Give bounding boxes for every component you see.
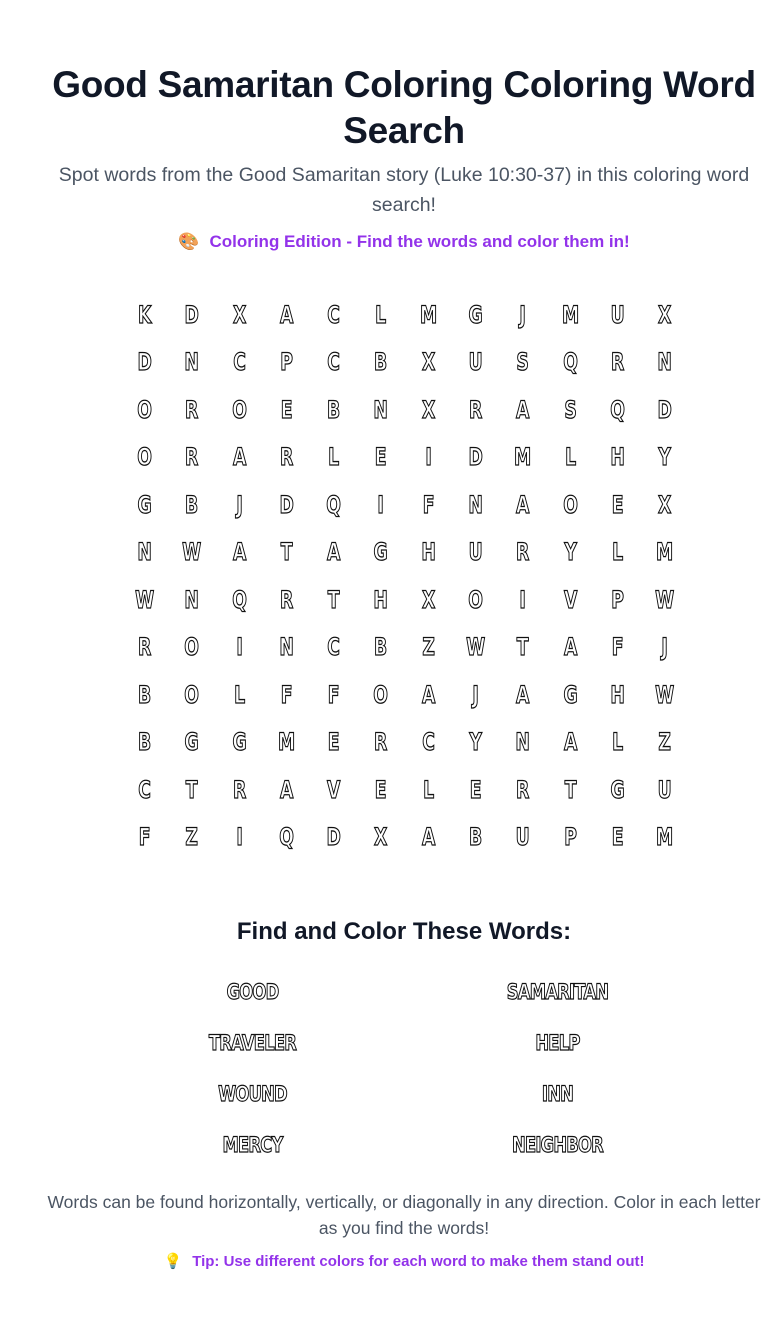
grid-cell[interactable]: M [656, 823, 674, 852]
grid-cell[interactable]: T [564, 775, 577, 804]
grid-cell[interactable]: N [515, 728, 531, 757]
grid-cell[interactable]: W [135, 585, 155, 614]
grid-cell[interactable]: E [375, 443, 388, 472]
grid-cell[interactable]: V [563, 585, 578, 614]
grid-cell[interactable]: W [182, 538, 202, 567]
grid-cell[interactable]: P [563, 823, 577, 852]
grid-cell[interactable]: D [137, 348, 152, 377]
grid-cell[interactable]: R [374, 728, 388, 757]
grid-cell[interactable]: M [419, 300, 438, 329]
grid-cell[interactable]: D [326, 823, 342, 852]
word-list-item: SAMARITAN [506, 980, 609, 1004]
grid-cell[interactable]: A [563, 728, 578, 757]
grid-cell[interactable]: T [327, 585, 340, 614]
word-list-item: MERCY [222, 1133, 283, 1157]
grid-cell[interactable]: E [611, 823, 624, 852]
grid-cell[interactable]: A [232, 443, 246, 472]
grid-cell[interactable]: R [137, 633, 152, 662]
grid-cell[interactable]: H [610, 680, 625, 709]
word-list-title: Find and Color These Words: [236, 918, 572, 945]
grid-cell[interactable]: M [656, 538, 674, 567]
word-list-item: TRAVELER [208, 1031, 297, 1055]
grid-cell[interactable]: X [421, 585, 436, 614]
grid-cell[interactable]: G [374, 538, 389, 567]
grid-cell[interactable]: L [375, 300, 387, 329]
grid-cell[interactable]: D [468, 443, 483, 472]
edition-label: Coloring Edition - Find the words and color them in! [209, 232, 630, 251]
grid-cell[interactable]: A [232, 538, 246, 567]
grid-cell[interactable]: Y [564, 538, 577, 567]
grid-cell[interactable]: N [137, 538, 152, 567]
grid-cell[interactable]: B [185, 490, 199, 519]
grid-cell[interactable]: E [327, 728, 340, 757]
grid-cell[interactable]: N [373, 395, 389, 424]
grid-cell[interactable]: Z [185, 823, 199, 852]
grid-cell[interactable]: L [564, 443, 576, 472]
grid-cell[interactable]: E [375, 775, 388, 804]
grid-cell[interactable]: H [610, 443, 625, 472]
grid-cell[interactable]: O [137, 443, 152, 472]
grid-cell[interactable]: F [422, 490, 435, 519]
grid-cell[interactable]: A [421, 823, 436, 852]
grid-cell[interactable]: G [232, 728, 247, 757]
grid-cell[interactable]: T [186, 775, 198, 804]
grid-cell[interactable]: X [374, 823, 388, 852]
grid-cell[interactable]: D [657, 395, 673, 424]
grid-cell[interactable]: O [184, 633, 200, 662]
grid-cell[interactable]: R [185, 395, 199, 424]
grid-cell[interactable]: G [137, 490, 152, 519]
grid-cell[interactable]: N [184, 348, 200, 377]
grid-cell[interactable]: F [611, 633, 624, 662]
grid-cell[interactable]: N [279, 633, 294, 662]
grid-cell[interactable]: U [515, 823, 531, 852]
grid-cell[interactable]: L [233, 680, 245, 709]
grid-cell[interactable]: O [231, 395, 247, 424]
grid-cell[interactable]: X [421, 348, 436, 377]
grid-cell[interactable]: S [516, 348, 530, 377]
grid-cell[interactable]: A [563, 633, 578, 662]
grid-cell[interactable]: P [280, 348, 293, 377]
grid-cell[interactable]: R [279, 585, 294, 614]
grid-cell[interactable]: G [468, 300, 483, 329]
letter-grid [121, 291, 689, 861]
grid-cell[interactable]: B [374, 348, 388, 377]
grid-cell[interactable]: E [280, 395, 293, 424]
grid-cell[interactable]: R [516, 775, 530, 804]
grid-cell[interactable]: O [184, 680, 200, 709]
grid-cell[interactable]: G [184, 728, 200, 757]
grid-cell[interactable]: F [327, 680, 340, 709]
grid-cell[interactable]: A [516, 395, 530, 424]
grid-cell[interactable]: M [277, 728, 296, 757]
grid-cell[interactable]: Q [279, 823, 294, 852]
grid-cell[interactable]: O [468, 585, 484, 614]
grid-cell[interactable]: C [232, 348, 246, 377]
page-subtitle: Spot words from the Good Samaritan story (Luke 10:30-37) in this coloring word search! [58, 164, 750, 216]
grid-cell[interactable]: H [373, 585, 389, 614]
grid-cell[interactable]: O [373, 680, 389, 709]
word-list-item: HELP [535, 1031, 580, 1055]
word-list-item: NEIGHBOR [512, 1133, 603, 1157]
grid-cell[interactable]: J [236, 490, 243, 519]
grid-cell[interactable]: R [610, 348, 625, 377]
grid-cell[interactable]: V [327, 775, 341, 804]
grid-cell[interactable]: G [610, 775, 625, 804]
grid-cell[interactable]: I [519, 585, 527, 614]
grid-cell[interactable]: U [468, 348, 483, 377]
grid-cell[interactable]: I [425, 443, 432, 472]
grid-cell[interactable]: C [138, 775, 151, 804]
grid-cell[interactable]: C [327, 300, 341, 329]
grid-cell[interactable]: M [514, 443, 532, 472]
grid-cell[interactable]: A [327, 538, 341, 567]
grid-cell[interactable]: U [468, 538, 483, 567]
palette-icon: 🎨 [178, 232, 200, 251]
grid-cell[interactable]: X [658, 300, 672, 329]
grid-cell[interactable]: S [564, 395, 577, 424]
grid-cell[interactable]: L [422, 775, 434, 804]
grid-cell[interactable]: L [328, 443, 340, 472]
grid-cell[interactable]: F [280, 680, 293, 709]
grid-cell[interactable]: R [469, 395, 483, 424]
grid-cell[interactable]: A [279, 775, 294, 804]
grid-cell[interactable]: Z [422, 633, 435, 662]
page-title: Good Samaritan Coloring Coloring Word Search [52, 64, 756, 151]
grid-cell[interactable]: W [655, 680, 675, 709]
grid-cell[interactable]: A [516, 490, 530, 519]
grid-cell[interactable]: H [421, 538, 436, 567]
edition-banner [40, 230, 768, 254]
grid-cell[interactable]: I [236, 823, 243, 852]
grid-cell[interactable]: O [562, 490, 578, 519]
grid-cell[interactable]: W [655, 585, 675, 614]
tip-text: Tip: Use different colors for each word to make them stand out! [192, 1253, 645, 1270]
grid-cell[interactable]: L [612, 538, 624, 567]
grid-cell[interactable]: D [184, 300, 200, 329]
grid-cell[interactable]: I [377, 490, 385, 519]
grid-cell[interactable]: D [279, 490, 294, 519]
grid-cell[interactable]: A [421, 680, 436, 709]
grid-cell[interactable]: R [516, 538, 530, 567]
grid-cell[interactable]: B [469, 823, 483, 852]
tip-banner [40, 1251, 768, 1273]
grid-cell[interactable]: X [232, 300, 246, 329]
grid-cell[interactable]: Q [326, 490, 342, 519]
grid-cell[interactable]: Y [658, 443, 672, 472]
grid-cell[interactable]: B [327, 395, 341, 424]
grid-cell[interactable]: O [137, 395, 152, 424]
grid-cell[interactable]: C [422, 728, 435, 757]
grid-cell[interactable]: J [472, 680, 479, 709]
grid-cell[interactable]: B [138, 680, 152, 709]
grid-cell[interactable]: Q [562, 348, 578, 377]
grid-cell[interactable]: J [661, 633, 669, 662]
grid-cell[interactable]: A [279, 300, 294, 329]
grid-cell[interactable]: Q [231, 585, 247, 614]
grid-cell[interactable]: Y [469, 728, 482, 757]
word-list-item: INN [541, 1082, 574, 1106]
word-list [100, 975, 710, 1179]
grid-cell[interactable]: E [469, 775, 482, 804]
lightbulb-icon: 💡 [163, 1253, 183, 1270]
grid-cell[interactable]: M [561, 300, 579, 329]
grid-cell[interactable]: R [232, 775, 246, 804]
grid-cell[interactable]: I [236, 633, 243, 662]
grid-cell[interactable]: T [280, 538, 293, 567]
grid-cell[interactable]: N [468, 490, 483, 519]
word-list-item: WOUND [218, 1082, 287, 1106]
grid-cell[interactable]: N [184, 585, 200, 614]
grid-cell[interactable]: J [519, 300, 527, 329]
grid-cell[interactable]: E [611, 490, 624, 519]
instructions-text: Words can be found horizontally, vertically, or diagonally in any direction. Color in each letter as you find the words! [47, 1192, 761, 1238]
grid-cell[interactable]: L [612, 728, 624, 757]
grid-cell[interactable]: P [611, 585, 624, 614]
grid-cell[interactable]: W [466, 633, 486, 662]
grid-cell[interactable]: B [138, 728, 152, 757]
grid-cell[interactable]: A [516, 680, 530, 709]
grid-cell[interactable]: B [374, 633, 388, 662]
grid-cell[interactable]: R [185, 443, 199, 472]
grid-cell[interactable]: T [517, 633, 529, 662]
grid-cell[interactable]: C [327, 348, 341, 377]
grid-cell[interactable]: N [657, 348, 673, 377]
grid-cell[interactable]: C [327, 633, 341, 662]
grid-cell[interactable]: R [279, 443, 294, 472]
grid-cell[interactable]: Z [658, 728, 672, 757]
grid-cell[interactable]: X [421, 395, 436, 424]
grid-cell[interactable]: K [137, 300, 152, 329]
grid-cell[interactable]: Q [610, 395, 625, 424]
grid-cell[interactable]: G [563, 680, 578, 709]
grid-cell[interactable]: U [610, 300, 625, 329]
word-list-item: GOOD [226, 980, 279, 1004]
grid-cell[interactable]: U [657, 775, 672, 804]
grid-cell[interactable]: F [138, 823, 151, 852]
grid-cell[interactable]: X [658, 490, 672, 519]
